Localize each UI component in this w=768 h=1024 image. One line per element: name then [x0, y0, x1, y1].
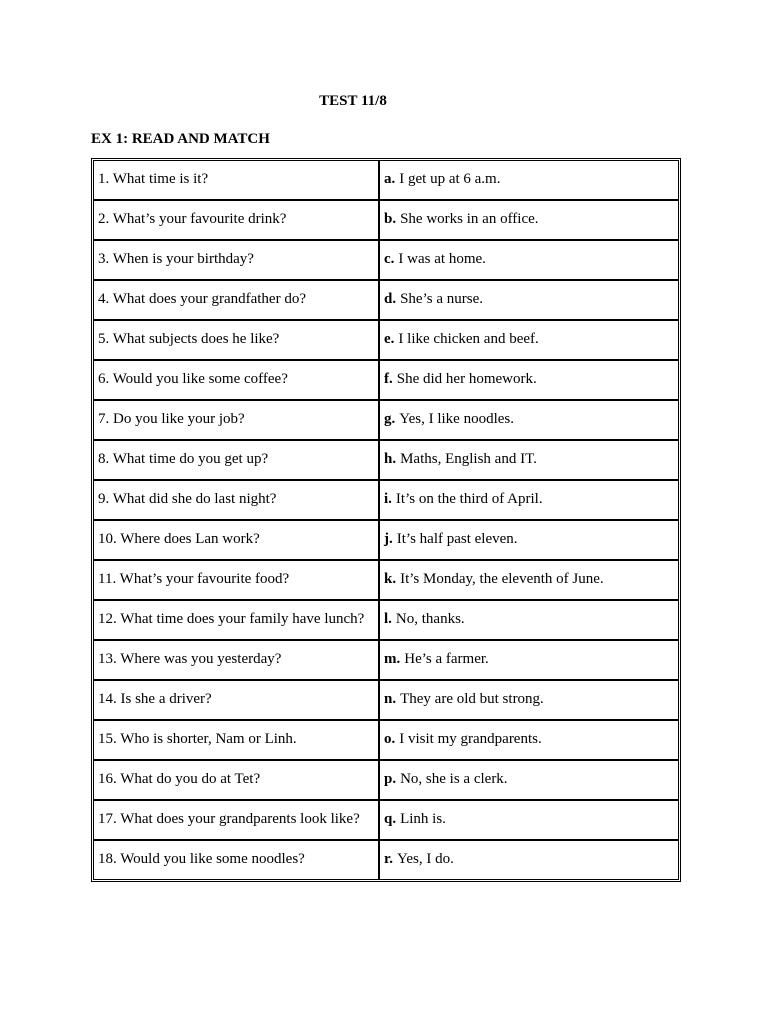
answer-text: They are old but strong.	[400, 691, 544, 707]
answer-letter: c.	[384, 251, 395, 267]
answer-letter: k.	[384, 571, 397, 587]
question-cell: 17. What does your grandparents look like?	[93, 800, 379, 840]
table-row	[93, 400, 679, 440]
table-row	[93, 720, 679, 760]
answer-cell	[379, 480, 679, 520]
question-cell: 16. What do you do at Tet?	[93, 760, 379, 800]
table-row	[93, 520, 679, 560]
answer-cell	[379, 320, 679, 360]
answer-cell	[379, 360, 679, 400]
answer-text: I get up at 6 a.m.	[399, 171, 501, 187]
table-row	[93, 440, 679, 480]
table-row	[93, 760, 679, 800]
table-row	[93, 200, 679, 240]
question-cell: 13. Where was you yesterday?	[93, 640, 379, 680]
table-row	[93, 800, 679, 840]
answer-text: It’s Monday, the eleventh of June.	[400, 571, 604, 587]
matching-table-body	[93, 160, 679, 880]
answer-text: Yes, I like noodles.	[399, 411, 514, 427]
answer-cell	[379, 680, 679, 720]
answer-cell	[379, 400, 679, 440]
answer-letter: b.	[384, 211, 397, 227]
answer-letter: j.	[384, 531, 393, 547]
answer-cell	[379, 440, 679, 480]
question-cell: 11. What’s your favourite food?	[93, 560, 379, 600]
question-cell: 18. Would you like some noodles?	[93, 840, 379, 880]
answer-letter: m.	[384, 651, 401, 667]
answer-letter: o.	[384, 731, 396, 747]
answer-text: She did her homework.	[396, 371, 537, 387]
answer-cell	[379, 720, 679, 760]
answer-text: I visit my grandparents.	[399, 731, 542, 747]
answer-text: It’s on the third of April.	[395, 491, 543, 507]
answer-letter: d.	[384, 291, 397, 307]
question-cell: 1. What time is it?	[93, 160, 379, 200]
answer-cell	[379, 160, 679, 200]
matching-table	[91, 158, 681, 882]
question-cell: 9. What did she do last night?	[93, 480, 379, 520]
answer-text: She works in an office.	[400, 211, 539, 227]
question-cell: 15. Who is shorter, Nam or Linh.	[93, 720, 379, 760]
answer-cell	[379, 520, 679, 560]
answer-text: Maths, English and IT.	[400, 451, 537, 467]
answer-cell	[379, 760, 679, 800]
question-cell: 5. What subjects does he like?	[93, 320, 379, 360]
question-cell: 2. What’s your favourite drink?	[93, 200, 379, 240]
page-title: TEST 11/8	[319, 93, 387, 109]
answer-letter: r.	[384, 851, 394, 867]
answer-text: Linh is.	[400, 811, 446, 827]
answer-letter: n.	[384, 691, 397, 707]
answer-letter: p.	[384, 771, 397, 787]
question-cell: 14. Is she a driver?	[93, 680, 379, 720]
question-cell: 3. When is your birthday?	[93, 240, 379, 280]
answer-text: It’s half past eleven.	[396, 531, 518, 547]
answer-text: I was at home.	[398, 251, 486, 267]
answer-cell	[379, 200, 679, 240]
answer-cell	[379, 240, 679, 280]
table-row	[93, 360, 679, 400]
answer-cell	[379, 560, 679, 600]
answer-text: No, she is a clerk.	[400, 771, 508, 787]
question-cell: 10. Where does Lan work?	[93, 520, 379, 560]
question-cell: 6. Would you like some coffee?	[93, 360, 379, 400]
answer-letter: h.	[384, 451, 397, 467]
table-row	[93, 600, 679, 640]
table-row	[93, 560, 679, 600]
question-cell: 4. What does your grandfather do?	[93, 280, 379, 320]
answer-letter: g.	[384, 411, 396, 427]
table-row	[93, 840, 679, 880]
question-cell: 12. What time does your family have lunch?	[93, 600, 379, 640]
answer-cell	[379, 800, 679, 840]
answer-cell	[379, 600, 679, 640]
question-cell: 7. Do you like your job?	[93, 400, 379, 440]
answer-text: He’s a farmer.	[404, 651, 489, 667]
answer-cell	[379, 280, 679, 320]
answer-letter: a.	[384, 171, 396, 187]
answer-cell	[379, 840, 679, 880]
answer-text: Yes, I do.	[397, 851, 454, 867]
table-row	[93, 680, 679, 720]
answer-letter: l.	[384, 611, 392, 627]
table-row	[93, 280, 679, 320]
answer-letter: f.	[384, 371, 393, 387]
exercise-heading: EX 1: READ AND MATCH	[91, 131, 270, 147]
answer-letter: e.	[384, 331, 395, 347]
answer-text: She’s a nurse.	[400, 291, 483, 307]
answer-letter: q.	[384, 811, 397, 827]
answer-text: I like chicken and beef.	[398, 331, 539, 347]
table-row	[93, 240, 679, 280]
question-cell: 8. What time do you get up?	[93, 440, 379, 480]
answer-cell	[379, 640, 679, 680]
table-row	[93, 160, 679, 200]
table-row	[93, 640, 679, 680]
answer-letter: i.	[384, 491, 392, 507]
table-row	[93, 480, 679, 520]
table-row	[93, 320, 679, 360]
answer-text: No, thanks.	[395, 611, 465, 627]
